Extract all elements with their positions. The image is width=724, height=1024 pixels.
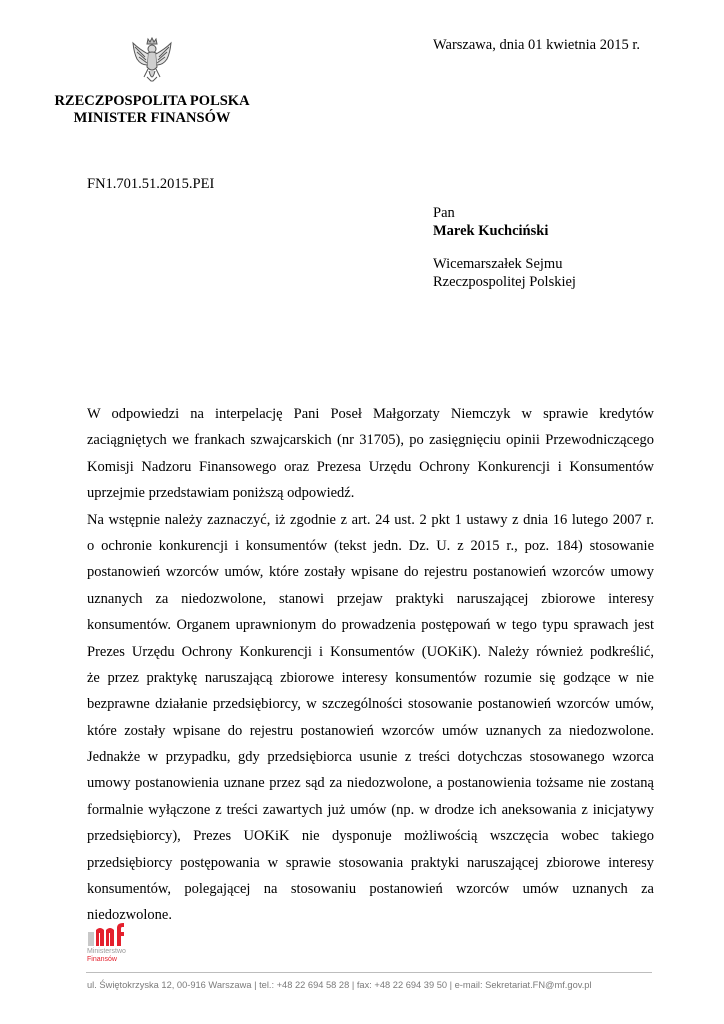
logo-line2: Finansów (87, 956, 117, 963)
body-line: niedozwolone. (87, 907, 172, 924)
recipient-title-line2: Rzeczpospolitej Polskiej (433, 273, 576, 290)
body-line: Komisji Nadzoru Finansowego oraz Prezesa Urzędu Ochrony Konkurencji i Konsumentów (87, 458, 654, 475)
body-line: przedsiębiorcy), Prezes UOKiK nie dysponuje możliwością wszczęcia wobec takiego (87, 828, 654, 845)
footer-divider (86, 972, 652, 973)
body-line: które zostały wpisane do rejestru postanowień wzorców umów uznanych za niedozwolone. (87, 722, 654, 739)
body-line: zaciągniętych we frankach szwajcarskich (nr 31705), po zasięgnięciu opinii Przewodniczącego (87, 432, 654, 449)
recipient-title-line1: Wicemarszałek Sejmu (433, 256, 563, 272)
polish-eagle-emblem-icon (131, 37, 173, 87)
body-line: bezprawne działanie przedsiębiorcy, w szczególności stosowanie postanowień wzorców umów, (87, 696, 654, 713)
body-line: postanowień wzorców umów, które zostały wpisane do rejestru postanowień wzorców umowy (87, 564, 654, 581)
body-line: Prezes Urzędu Ochrony Konkurencji i Konsumentów (UOKiK). Należy również podkreślić, (87, 643, 654, 660)
footer-contact: ul. Świętokrzyska 12, 00-916 Warszawa | tel.: +48 22 694 58 28 | fax: +48 22 694 39 50 | e-mail: Sekretariat.FN@mf.gov.pl (87, 980, 592, 990)
body-line: umowy postanowienia uznane przez sąd za niedozwolone, a postanowienia tożsame nie zostaną (87, 775, 654, 792)
issuer-block (40, 93, 264, 127)
ministry-logo-text (87, 948, 126, 964)
body-line: Jednakże w przypadku, gdy przedsiębiorca usunie z treści dotychczas stosowanego wzorca (87, 749, 654, 766)
letter-date: Warszawa, dnia 01 kwietnia 2015 r. (433, 37, 641, 53)
body-line: konsumentów, polegającej na stosowaniu postanowień wzorców umów uznanych za (87, 881, 654, 898)
letter-body (87, 401, 654, 929)
body-line: o ochronie konkurencji i konsumentów (tekst jedn. Dz. U. z 2015 r., poz. 184) stosowanie (87, 537, 654, 554)
body-line: Na wstępnie należy zaznaczyć, iż zgodnie z art. 24 ust. 2 pkt 1 ustawy z dnia 16 lutego 2007 r. (87, 511, 654, 528)
reference-number: FN1.701.51.2015.PEI (87, 176, 215, 192)
body-line: uprzejmie przedstawiam poniższą odpowiedź. (87, 485, 355, 502)
logo-line1: Ministerstwo (87, 948, 126, 955)
body-line: przedsiębiorcy postępowania w sprawie stosowania praktyki naruszającej zbiorowe interesy (87, 854, 654, 871)
body-line: konsumentów. Organem uprawnionym do prowadzenia postępowań w tego typu sprawach jest (87, 617, 654, 634)
recipient-name: Marek Kuchciński (433, 222, 549, 239)
body-line: formalnie wyłączone z treści zawartych już umów (np. w drodze ich aneksowania z inicjatywy (87, 801, 654, 818)
body-line: uznanych za niedozwolone, stanowi przejaw praktyki naruszającej zbiorowe interesy (87, 590, 654, 607)
issuer-country: RZECZPOSPOLITA POLSKA (54, 93, 250, 109)
recipient-block (433, 205, 576, 291)
body-line: W odpowiedzi na interpelację Pani Poseł Małgorzaty Niemczyk w sprawie kredytów (87, 406, 654, 422)
body-line: że przez praktykę naruszającą zbiorowe interesy konsumentów rozumie się godzące w nie (87, 669, 654, 686)
issuer-ministry: MINISTER FINANSÓW (73, 110, 231, 126)
recipient-salutation: Pan (433, 205, 455, 221)
